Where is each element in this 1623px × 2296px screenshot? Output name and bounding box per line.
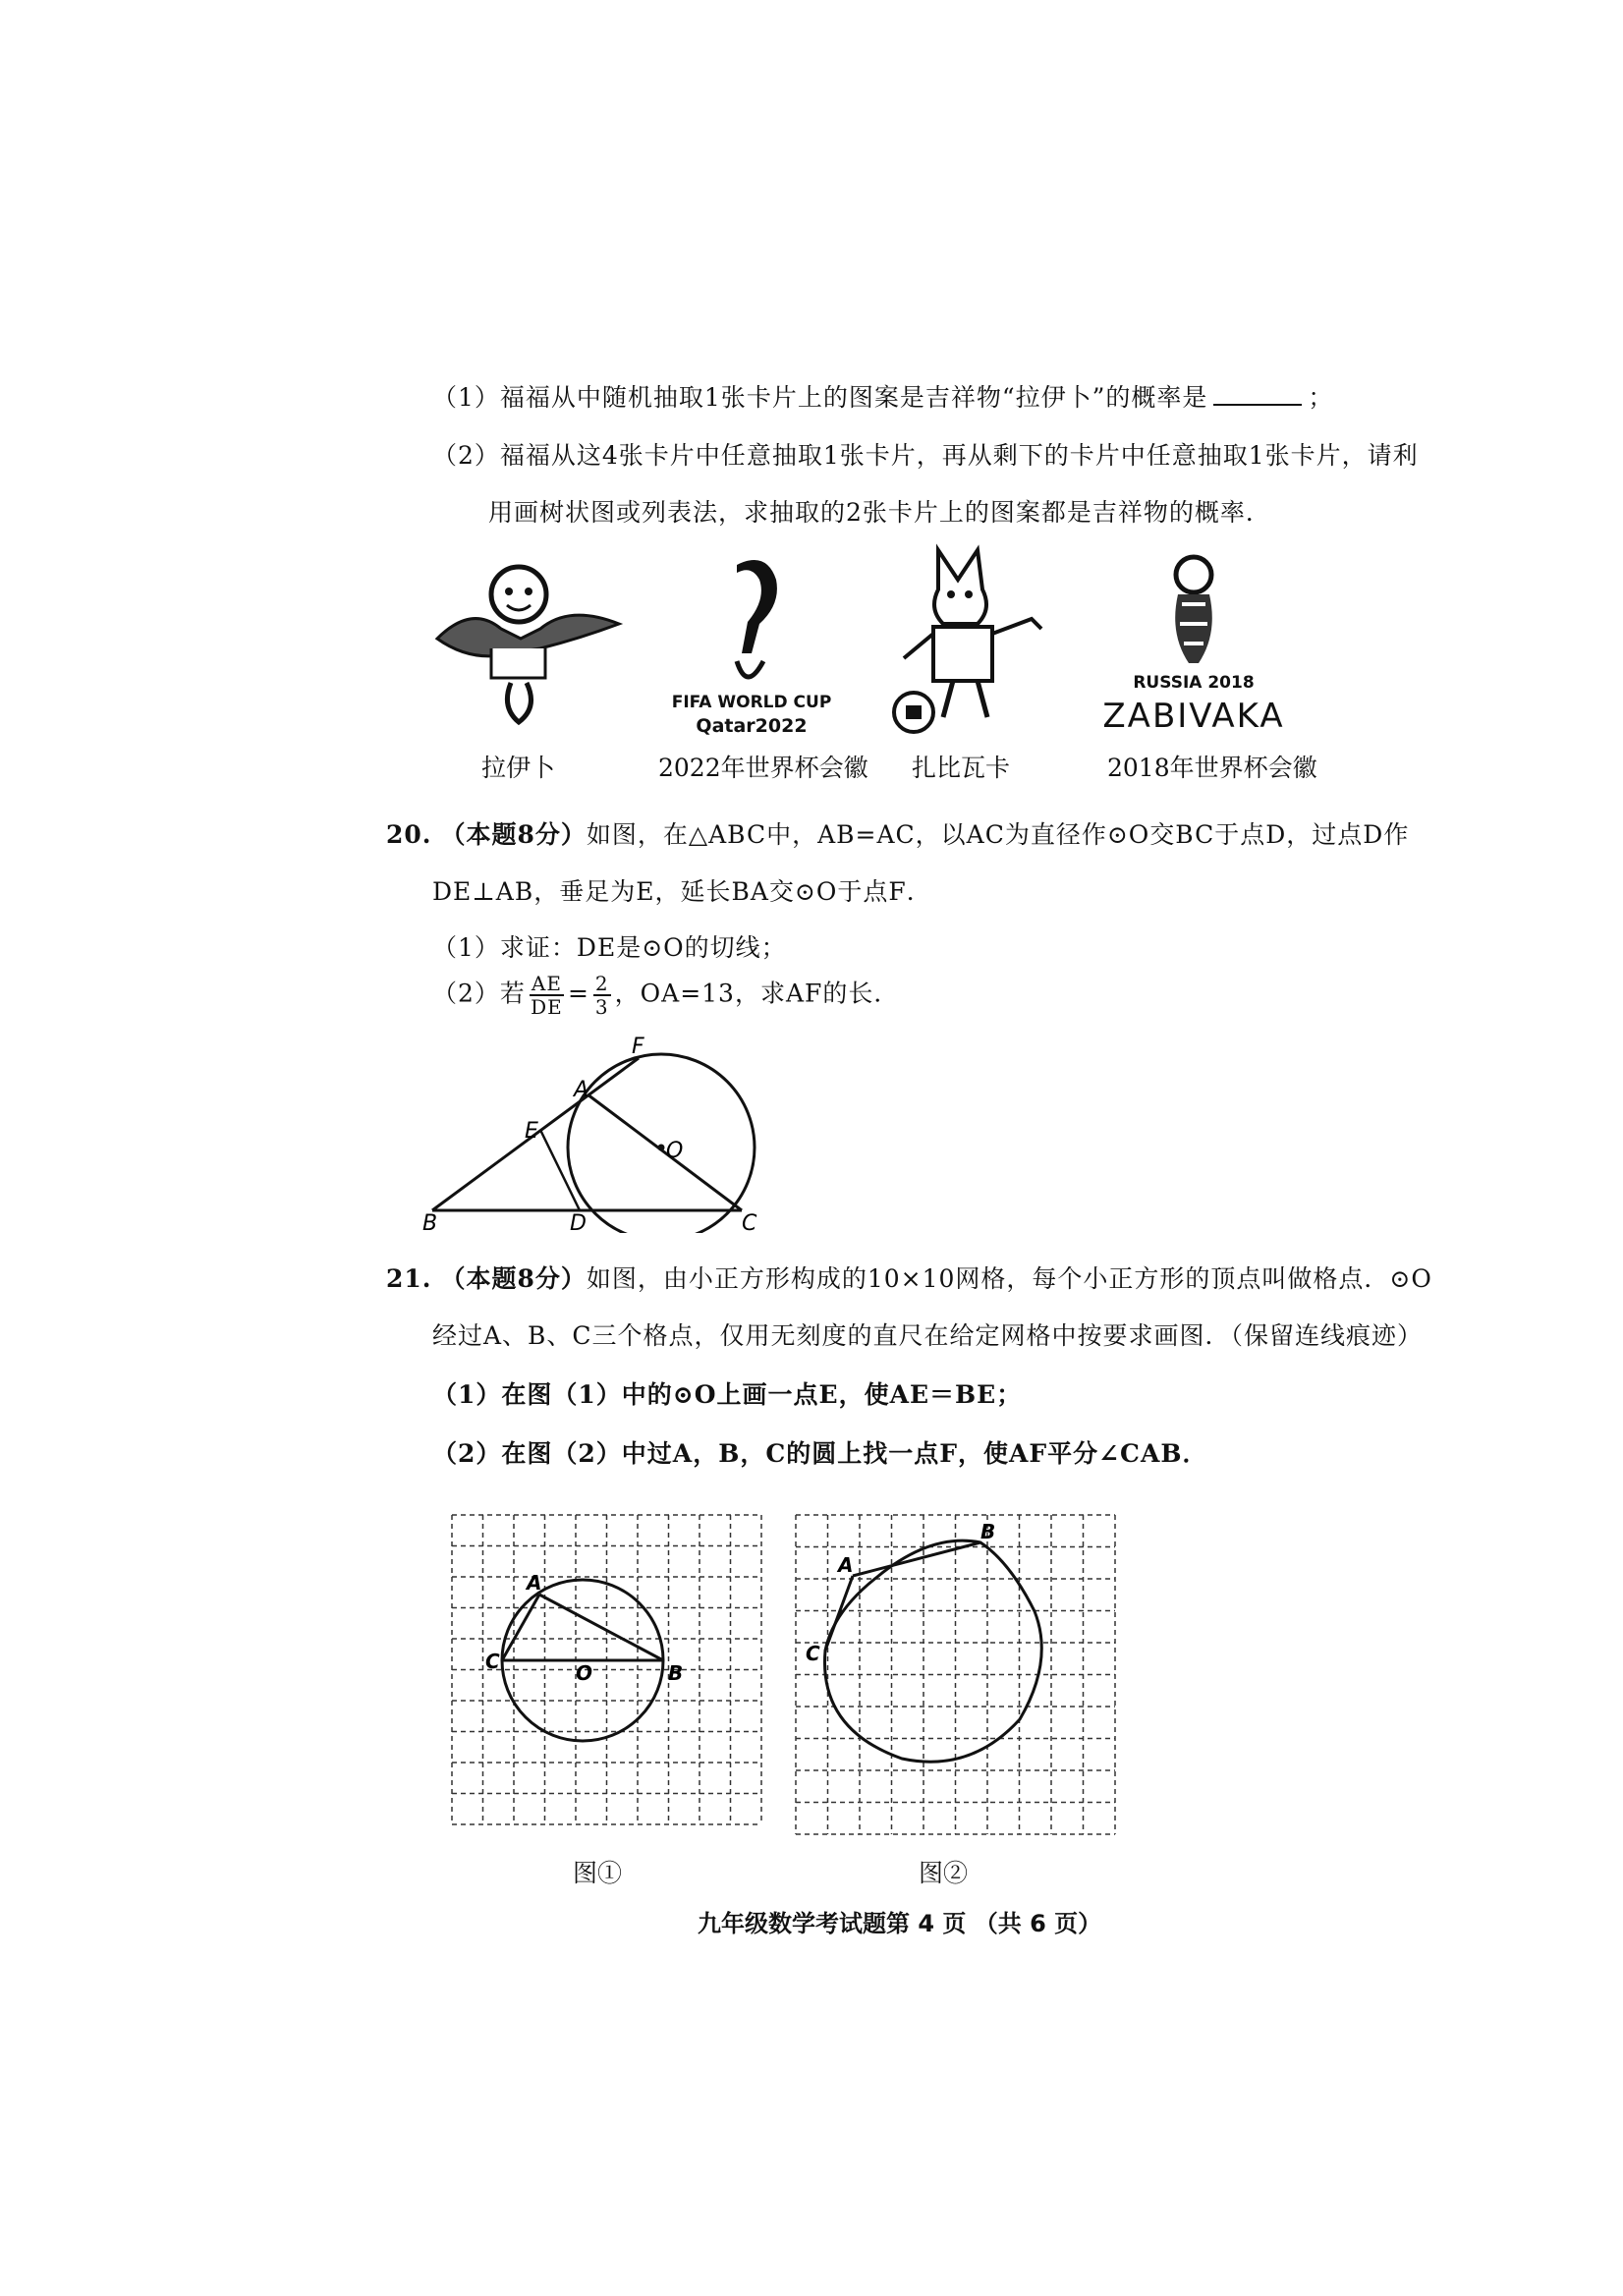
qatar-logo-text-2: Qatar2022 [696, 715, 808, 737]
fig1-label-b: B [668, 1661, 684, 1685]
q21-stem-line2: 经过A、B、C三个格点，仅用无刻度的直尺在给定网格中按要求画图．（保留连线痕迹） [432, 1321, 1424, 1350]
fig1-label-o: O [576, 1661, 593, 1685]
fig1-caption: 图① [573, 1859, 623, 1887]
q20-part2-prefix: （2）若 [432, 979, 526, 1008]
point-label-a: A [574, 1078, 589, 1102]
q21-stem-text: 如图，由小正方形构成的10×10网格，每个小正方形的顶点叫做格点．⊙O [586, 1264, 1432, 1293]
q20-stem-text: 如图，在△ABC中，AB=AC，以AC为直径作⊙O交BC于点D，过点D作 [586, 820, 1410, 849]
grid-figure-2 [794, 1513, 1118, 1837]
q19-part2-line1: （2）福福从这4张卡片中任意抽取1张卡片，再从剩下的卡片中任意抽取1张卡片，请利 [432, 441, 1419, 470]
point-label-b: B [422, 1211, 438, 1233]
zabivaka-mascot-icon [884, 540, 1051, 737]
q20-stem-line1 [386, 815, 1409, 851]
fig2-caption: 图② [919, 1859, 969, 1887]
point-label-e: E [525, 1119, 538, 1144]
fraction-numerator: AE [531, 972, 562, 995]
fig2-label-b: B [980, 1520, 996, 1543]
fraction-denominator: 3 [594, 995, 609, 1019]
card-caption-qatar: 2022年世界杯会徽 [658, 754, 868, 782]
point-label-o: O [666, 1139, 684, 1163]
q21-part2: （2）在图（2）中过A，B，C的圆上找一点F，使AF平分∠CAB． [432, 1439, 1208, 1468]
q21-score: （本题8分） [440, 1264, 587, 1293]
q20-stem-line2: DE⊥AB，垂足为E，延长BA交⊙O于点F． [432, 877, 932, 906]
fraction-numerator: 2 [594, 972, 609, 995]
q19-part1 [432, 378, 1333, 414]
page-footer: 九年级数学考试题第 4 页 （共 6 页） [698, 1910, 1102, 1937]
q20-part2 [432, 973, 899, 1018]
fig2-label-c: C [806, 1642, 820, 1665]
fig1-label-a: A [527, 1571, 542, 1595]
qatar-2022-emblem-icon [653, 545, 850, 742]
fig1-label-c: C [485, 1650, 500, 1673]
card-caption-zabivaka: 扎比瓦卡 [912, 754, 1011, 782]
card-caption-russia: 2018年世界杯会徽 [1107, 754, 1317, 782]
answer-blank [1213, 384, 1302, 406]
q20-number: 20. [386, 820, 432, 849]
card-caption-laeeb: 拉伊卜 [481, 754, 556, 782]
russia-logo-text-1: RUSSIA 2018 [1133, 673, 1255, 693]
fraction-denominator: DE [531, 995, 563, 1019]
q20-fraction-ae-de [530, 973, 564, 1018]
point-label-d: D [570, 1211, 587, 1233]
q21-number: 21. [386, 1264, 432, 1293]
laeeb-mascot-icon [432, 550, 629, 737]
q21-part1: （1）在图（1）中的⊙O上画一点E，使AE＝BE； [432, 1380, 1023, 1409]
q20-equals: = [567, 979, 589, 1008]
q20-part1: （1）求证：DE是⊙O的切线； [432, 933, 787, 962]
q21-stem-line1 [386, 1260, 1432, 1295]
q19-part2-line2: 用画树状图或列表法，求抽取的2张卡片上的图案都是吉祥物的概率． [488, 498, 1271, 527]
q20-fraction-value [593, 973, 611, 1018]
qatar-logo-text-1: FIFA WORLD CUP [671, 693, 832, 712]
point-label-f: F [632, 1035, 644, 1059]
russia-logo-text-2: ZABIVAKA [1102, 697, 1285, 736]
russia-2018-emblem-icon [1076, 545, 1312, 742]
q20-part2-suffix: ，OA=13，求AF的长． [614, 979, 900, 1008]
point-label-c: C [742, 1211, 757, 1233]
q19-part1-end: ； [1308, 383, 1334, 412]
q19-part1-text: （1）福福从中随机抽取1张卡片上的图案是吉祥物“拉伊卜”的概率是 [432, 383, 1208, 412]
q20-score: （本题8分） [440, 820, 587, 849]
fig2-label-a: A [838, 1553, 854, 1577]
q20-geometry-figure [413, 1032, 786, 1233]
grid-figure-1 [450, 1513, 764, 1827]
